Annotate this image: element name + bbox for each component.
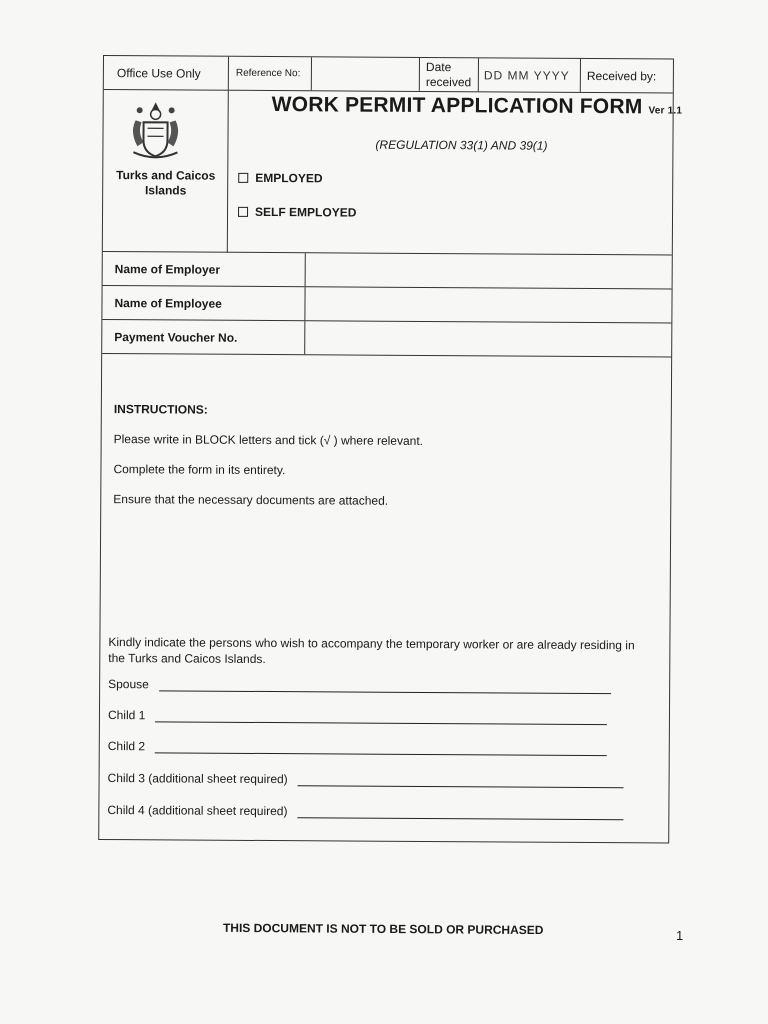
instructions-heading: INSTRUCTIONS:: [113, 402, 208, 417]
employer-field-row: [103, 252, 672, 289]
date-received-label: Date received: [420, 58, 479, 91]
spouse-row: [108, 676, 611, 694]
form-title-text: WORK PERMIT APPLICATION FORM: [271, 93, 643, 119]
title-block: [103, 90, 683, 255]
child4-label: Child 4 (additional sheet required): [107, 803, 288, 819]
logo-cell: [103, 90, 229, 253]
voucher-label: Payment Voucher No.: [102, 320, 305, 354]
employed-checkbox[interactable]: [238, 173, 248, 183]
work-permit-form: [98, 55, 683, 843]
voucher-input[interactable]: [305, 321, 671, 356]
employee-field-row: [102, 286, 671, 323]
received-by-label: Received by:: [586, 68, 657, 83]
reference-no-label: Reference No:: [229, 57, 312, 91]
child1-label: Child 1: [107, 708, 146, 723]
child2-input-line[interactable]: [155, 738, 607, 756]
child4-input-line[interactable]: [297, 803, 623, 820]
coat-of-arms-icon: [125, 98, 185, 164]
office-use-header: [104, 56, 673, 93]
child3-label: Child 3 (additional sheet required): [107, 771, 288, 787]
regulation-reference: (REGULATION 33(1) AND 39(1): [375, 137, 548, 153]
employer-input[interactable]: [306, 253, 672, 288]
self-employed-checkbox[interactable]: [238, 207, 248, 217]
instruction-line: Complete the form in its entirety.: [113, 462, 286, 478]
voucher-field-row: [102, 320, 671, 357]
spouse-label: Spouse: [108, 677, 149, 692]
footer-notice: THIS DOCUMENT IS NOT TO BE SOLD OR PURCHASED: [222, 920, 544, 938]
date-format-field[interactable]: DD MM YYYY: [479, 58, 581, 92]
child3-row: [108, 770, 624, 788]
instruction-line: Please write in BLOCK letters and tick (√ ) where relevant.: [113, 432, 424, 448]
reference-no-field[interactable]: [312, 57, 420, 91]
accompany-text: Kindly indicate the persons who wish to accompany the temporary worker or are already residing in the Turks and Caicos Islands.: [108, 635, 635, 667]
page-number: 1: [676, 928, 684, 943]
employee-label: Name of Employee: [102, 286, 305, 320]
spouse-input-line[interactable]: [159, 676, 611, 694]
employee-input[interactable]: [305, 287, 671, 322]
instruction-line: Ensure that the necessary documents are attached.: [113, 492, 389, 508]
self-employed-label: SELF EMPLOYED: [255, 204, 357, 220]
employed-label: EMPLOYED: [255, 170, 323, 186]
office-use-label: Office Use Only: [104, 56, 229, 90]
form-version: Ver 1.1: [648, 105, 683, 117]
child2-row: [108, 738, 607, 756]
child1-input-line[interactable]: [155, 707, 607, 725]
form-title: [272, 93, 683, 120]
self-employed-option[interactable]: [238, 205, 356, 220]
employer-label: Name of Employer: [103, 252, 306, 286]
child1-row: [108, 707, 607, 725]
employed-option[interactable]: [238, 171, 322, 186]
child4-row: [107, 802, 623, 820]
child3-input-line[interactable]: [298, 771, 624, 788]
child2-label: Child 2: [107, 739, 146, 754]
country-name: Turks and Caicos Islands: [116, 168, 216, 198]
instructions-section: [113, 402, 423, 524]
